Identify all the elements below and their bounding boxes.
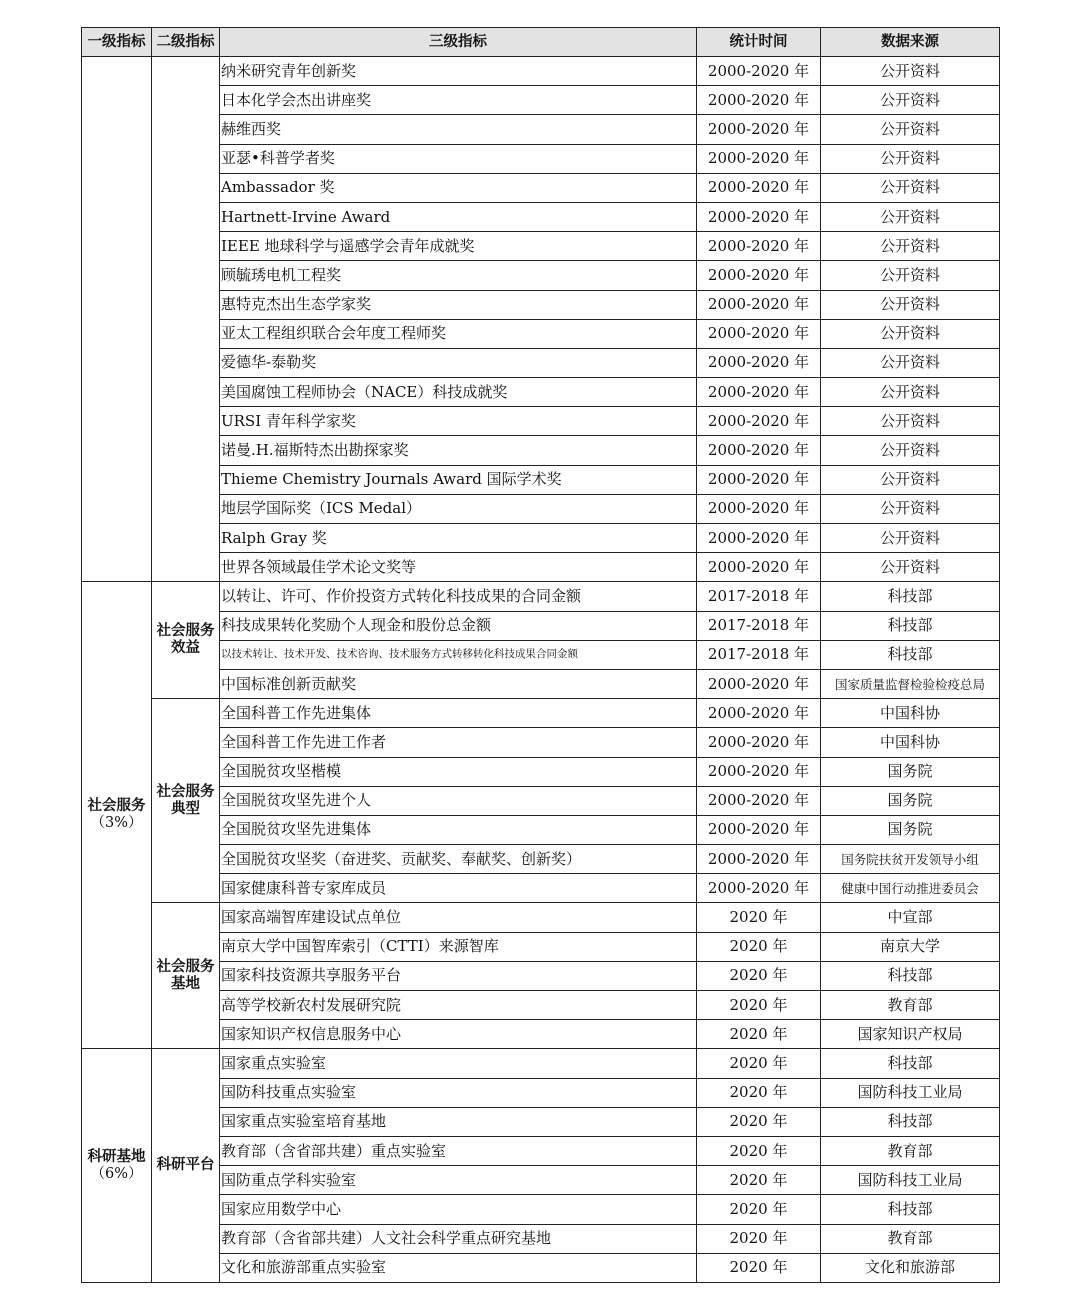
period-cell: 2020 年 (697, 1253, 821, 1282)
table-row (82, 465, 1000, 494)
indicator-cell: 教育部（含省部共建）人文社会科学重点研究基地 (220, 1224, 697, 1253)
source-cell: 公开资料 (821, 261, 1000, 290)
period-cell: 2000-2020 年 (697, 319, 821, 348)
table-row (82, 757, 1000, 786)
source-cell: 教育部 (821, 991, 1000, 1020)
source-cell: 公开资料 (821, 348, 1000, 377)
source-cell: 科技部 (821, 1107, 1000, 1136)
indicator-cell: 世界各领域最佳学术论文奖等 (220, 553, 697, 582)
indicator-cell: 纳米研究青年创新奖 (220, 57, 697, 86)
indicator-cell: 赫维西奖 (220, 115, 697, 144)
indicator-cell: 教育部（含省部共建）重点实验室 (220, 1136, 697, 1165)
period-cell: 2000-2020 年 (697, 815, 821, 844)
indicator-cell: 以技术转让、技术开发、技术咨询、技术服务方式转移转化科技成果合同金额 (220, 640, 697, 669)
source-cell: 科技部 (821, 1195, 1000, 1224)
indicator-cell: 全国脱贫攻坚先进个人 (220, 786, 697, 815)
period-cell: 2000-2020 年 (697, 757, 821, 786)
indicator-cell: 美国腐蚀工程师协会（NACE）科技成就奖 (220, 378, 697, 407)
period-cell: 2000-2020 年 (697, 407, 821, 436)
period-cell: 2000-2020 年 (697, 669, 821, 698)
source-cell: 国务院 (821, 757, 1000, 786)
source-cell: 公开资料 (821, 524, 1000, 553)
table-row (82, 115, 1000, 144)
table-row (82, 903, 1000, 932)
indicator-table (81, 27, 1000, 1283)
indicator-cell: 日本化学会杰出讲座奖 (220, 86, 697, 115)
table-row (82, 1224, 1000, 1253)
source-cell: 公开资料 (821, 319, 1000, 348)
source-cell: 科技部 (821, 961, 1000, 990)
level1-social-service (82, 582, 152, 1049)
period-cell: 2000-2020 年 (697, 494, 821, 523)
period-cell: 2000-2020 年 (697, 144, 821, 173)
table-row (82, 86, 1000, 115)
table-row (82, 1049, 1000, 1078)
table-row (82, 728, 1000, 757)
table-row (82, 611, 1000, 640)
level2-research-platform: 科研平台 (152, 1049, 220, 1283)
level2-ss-model (152, 699, 220, 903)
period-cell: 2000-2020 年 (697, 232, 821, 261)
period-cell: 2000-2020 年 (697, 465, 821, 494)
indicator-cell: 全国科普工作先进集体 (220, 699, 697, 728)
level1-social-service-weight: （3%） (90, 815, 143, 832)
level2-blank-cell (152, 57, 220, 582)
indicator-cell: 文化和旅游部重点实验室 (220, 1253, 697, 1282)
indicator-cell: 爱德华-泰勒奖 (220, 348, 697, 377)
source-cell: 科技部 (821, 1049, 1000, 1078)
header-period: 统计时间 (697, 28, 821, 57)
source-cell: 教育部 (821, 1136, 1000, 1165)
table-row (82, 57, 1000, 86)
period-cell: 2000-2020 年 (697, 845, 821, 874)
source-cell: 公开资料 (821, 494, 1000, 523)
indicator-cell: 国家科技资源共享服务平台 (220, 961, 697, 990)
indicator-cell: Thieme Chemistry Journals Award 国际学术奖 (220, 465, 697, 494)
source-cell: 中国科协 (821, 699, 1000, 728)
source-cell: 国务院扶贫开发领导小组 (821, 845, 1000, 874)
source-cell: 中宣部 (821, 903, 1000, 932)
source-cell: 公开资料 (821, 553, 1000, 582)
level2-ss-base-line2: 基地 (171, 975, 200, 992)
period-cell: 2020 年 (697, 1166, 821, 1195)
source-cell: 南京大学 (821, 932, 1000, 961)
indicator-cell: 全国脱贫攻坚奖（奋进奖、贡献奖、奉献奖、创新奖） (220, 845, 697, 874)
period-cell: 2020 年 (697, 1107, 821, 1136)
period-cell: 2000-2020 年 (697, 290, 821, 319)
indicator-cell: Ralph Gray 奖 (220, 524, 697, 553)
indicator-cell: Hartnett-Irvine Award (220, 202, 697, 231)
indicator-cell: Ambassador 奖 (220, 173, 697, 202)
level1-social-service-name: 社会服务 (87, 798, 146, 815)
source-cell: 科技部 (821, 640, 1000, 669)
period-cell: 2017-2018 年 (697, 582, 821, 611)
table-row (82, 348, 1000, 377)
indicator-cell: 国家健康科普专家库成员 (220, 874, 697, 903)
indicator-cell: 亚太工程组织联合会年度工程师奖 (220, 319, 697, 348)
indicator-cell: 国防科技重点实验室 (220, 1078, 697, 1107)
period-cell: 2000-2020 年 (697, 699, 821, 728)
indicator-cell: 全国脱贫攻坚先进集体 (220, 815, 697, 844)
table-row (82, 669, 1000, 698)
header-level3: 三级指标 (220, 28, 697, 57)
source-cell: 国务院 (821, 815, 1000, 844)
period-cell: 2020 年 (697, 1224, 821, 1253)
period-cell: 2000-2020 年 (697, 436, 821, 465)
table-row (82, 1195, 1000, 1224)
table-row (82, 815, 1000, 844)
table-row (82, 1107, 1000, 1136)
period-cell: 2020 年 (697, 1195, 821, 1224)
indicator-cell: 科技成果转化奖励个人现金和股份总金额 (220, 611, 697, 640)
period-cell: 2020 年 (697, 1020, 821, 1049)
table-row (82, 1020, 1000, 1049)
source-cell: 公开资料 (821, 57, 1000, 86)
table-row (82, 261, 1000, 290)
indicator-cell: 以转让、许可、作价投资方式转化科技成果的合同金额 (220, 582, 697, 611)
table-row (82, 1166, 1000, 1195)
period-cell: 2000-2020 年 (697, 202, 821, 231)
table-row (82, 290, 1000, 319)
header-source: 数据来源 (821, 28, 1000, 57)
source-cell: 公开资料 (821, 290, 1000, 319)
period-cell: 2000-2020 年 (697, 728, 821, 757)
source-cell: 国防科技工业局 (821, 1078, 1000, 1107)
table-header-row (82, 28, 1000, 57)
table-row (82, 553, 1000, 582)
period-cell: 2000-2020 年 (697, 57, 821, 86)
indicator-cell: 全国脱贫攻坚楷模 (220, 757, 697, 786)
level2-ss-model-line1: 社会服务 (156, 783, 215, 800)
table-row (82, 407, 1000, 436)
period-cell: 2017-2018 年 (697, 640, 821, 669)
period-cell: 2017-2018 年 (697, 611, 821, 640)
period-cell: 2000-2020 年 (697, 115, 821, 144)
indicator-cell: 诺曼.H.福斯特杰出勘探家奖 (220, 436, 697, 465)
table-row (82, 524, 1000, 553)
source-cell: 公开资料 (821, 144, 1000, 173)
source-cell: 国务院 (821, 786, 1000, 815)
table-row (82, 1078, 1000, 1107)
indicator-cell: 南京大学中国智库索引（CTTI）来源智库 (220, 932, 697, 961)
period-cell: 2000-2020 年 (697, 874, 821, 903)
period-cell: 2020 年 (697, 961, 821, 990)
period-cell: 2000-2020 年 (697, 173, 821, 202)
source-cell: 公开资料 (821, 173, 1000, 202)
indicator-cell: 国家应用数学中心 (220, 1195, 697, 1224)
source-cell: 文化和旅游部 (821, 1253, 1000, 1282)
source-cell: 科技部 (821, 611, 1000, 640)
indicator-cell: 国家知识产权信息服务中心 (220, 1020, 697, 1049)
period-cell: 2020 年 (697, 1136, 821, 1165)
table-row (82, 699, 1000, 728)
source-cell: 公开资料 (821, 232, 1000, 261)
level1-research-base (82, 1049, 152, 1283)
indicator-cell: 亚瑟•科普学者奖 (220, 144, 697, 173)
level1-research-base-name: 科研基地 (87, 1148, 146, 1165)
period-cell: 2000-2020 年 (697, 524, 821, 553)
indicator-cell: 国家重点实验室 (220, 1049, 697, 1078)
source-cell: 公开资料 (821, 86, 1000, 115)
table-row (82, 845, 1000, 874)
level2-ss-benefit-line2: 效益 (171, 640, 200, 657)
level2-ss-model-line2: 典型 (171, 800, 200, 817)
period-cell: 2000-2020 年 (697, 86, 821, 115)
period-cell: 2020 年 (697, 1049, 821, 1078)
indicator-cell: 地层学国际奖（ICS Medal） (220, 494, 697, 523)
period-cell: 2000-2020 年 (697, 261, 821, 290)
level1-research-base-weight: （6%） (90, 1165, 143, 1182)
level2-ss-base-line1: 社会服务 (156, 958, 215, 975)
source-cell: 科技部 (821, 582, 1000, 611)
period-cell: 2020 年 (697, 932, 821, 961)
header-level2: 二级指标 (152, 28, 220, 57)
table-row (82, 319, 1000, 348)
level2-ss-benefit (152, 582, 220, 699)
table-row (82, 436, 1000, 465)
indicator-cell: URSI 青年科学家奖 (220, 407, 697, 436)
indicator-cell: IEEE 地球科学与遥感学会青年成就奖 (220, 232, 697, 261)
source-cell: 公开资料 (821, 115, 1000, 144)
source-cell: 国防科技工业局 (821, 1166, 1000, 1195)
indicator-cell: 惠特克杰出生态学家奖 (220, 290, 697, 319)
source-cell: 公开资料 (821, 465, 1000, 494)
table-row (82, 874, 1000, 903)
source-cell: 教育部 (821, 1224, 1000, 1253)
period-cell: 2020 年 (697, 903, 821, 932)
table-row (82, 786, 1000, 815)
level2-ss-base (152, 903, 220, 1049)
indicator-cell: 全国科普工作先进工作者 (220, 728, 697, 757)
indicator-cell: 顾毓琇电机工程奖 (220, 261, 697, 290)
level1-blank-cell (82, 57, 152, 582)
indicator-cell: 国防重点学科实验室 (220, 1166, 697, 1195)
source-cell: 公开资料 (821, 436, 1000, 465)
table-row (82, 961, 1000, 990)
source-cell: 公开资料 (821, 407, 1000, 436)
source-cell: 国家质量监督检验检疫总局 (821, 669, 1000, 698)
source-cell: 国家知识产权局 (821, 1020, 1000, 1049)
period-cell: 2000-2020 年 (697, 378, 821, 407)
table-row (82, 991, 1000, 1020)
source-cell: 公开资料 (821, 378, 1000, 407)
period-cell: 2020 年 (697, 1078, 821, 1107)
table-row (82, 173, 1000, 202)
table-row (82, 232, 1000, 261)
table-row (82, 1253, 1000, 1282)
header-level1: 一级指标 (82, 28, 152, 57)
table-row (82, 640, 1000, 669)
period-cell: 2000-2020 年 (697, 553, 821, 582)
table-row (82, 582, 1000, 611)
table-row (82, 144, 1000, 173)
period-cell: 2000-2020 年 (697, 786, 821, 815)
table-row (82, 378, 1000, 407)
table-row (82, 932, 1000, 961)
level2-ss-benefit-line1: 社会服务 (156, 623, 215, 640)
indicator-cell: 中国标准创新贡献奖 (220, 669, 697, 698)
indicator-cell: 国家高端智库建设试点单位 (220, 903, 697, 932)
period-cell: 2000-2020 年 (697, 348, 821, 377)
source-cell: 中国科协 (821, 728, 1000, 757)
table-row (82, 202, 1000, 231)
source-cell: 健康中国行动推进委员会 (821, 874, 1000, 903)
table-row (82, 1136, 1000, 1165)
indicator-cell: 国家重点实验室培育基地 (220, 1107, 697, 1136)
indicator-cell: 高等学校新农村发展研究院 (220, 991, 697, 1020)
period-cell: 2020 年 (697, 991, 821, 1020)
table-row (82, 494, 1000, 523)
source-cell: 公开资料 (821, 202, 1000, 231)
